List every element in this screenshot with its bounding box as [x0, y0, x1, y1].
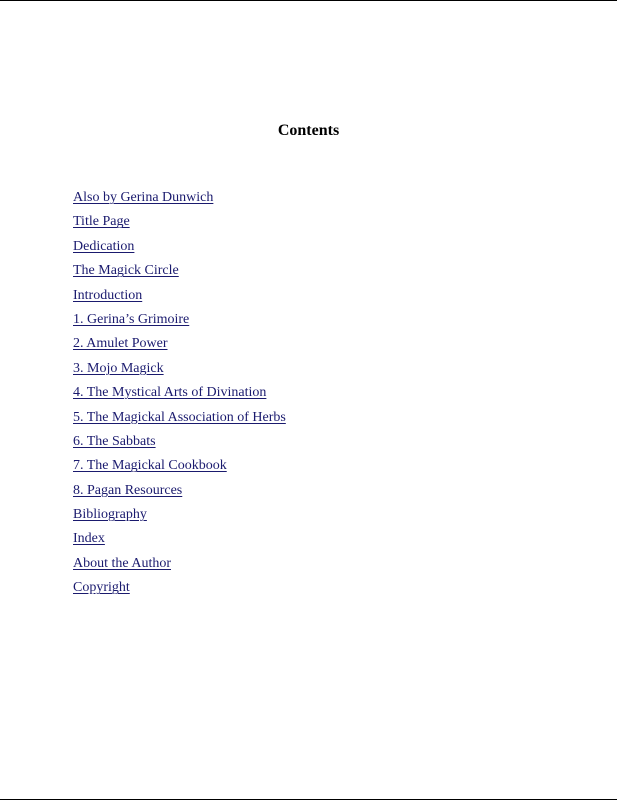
toc-item	[73, 504, 286, 528]
toc-item	[73, 333, 286, 357]
toc-item	[73, 260, 286, 284]
toc-item	[73, 553, 286, 577]
toc-link-title-page[interactable]: Title Page	[73, 214, 130, 230]
toc-link-introduction[interactable]: Introduction	[73, 287, 143, 303]
toc-link-chapter-1[interactable]: 1. Gerina’s Grimoire	[73, 311, 190, 327]
toc-item	[73, 431, 286, 455]
toc-link-chapter-6[interactable]: 6. The Sabbats	[73, 433, 156, 449]
toc-link-chapter-7[interactable]: 7. The Magickal Cookbook	[73, 458, 227, 474]
toc-link-chapter-4[interactable]: 4. The Mystical Arts of Divination	[73, 385, 267, 401]
toc-item	[73, 528, 286, 552]
table-of-contents	[73, 187, 286, 602]
toc-item	[73, 236, 286, 260]
toc-link-chapter-3[interactable]: 3. Mojo Magick	[73, 360, 164, 376]
toc-item	[73, 577, 286, 601]
toc-link-dedication[interactable]: Dedication	[73, 238, 135, 254]
toc-item	[73, 358, 286, 382]
toc-item	[73, 187, 286, 211]
toc-item	[73, 309, 286, 333]
toc-link-chapter-8[interactable]: 8. Pagan Resources	[73, 482, 183, 498]
toc-item	[73, 382, 286, 406]
toc-link-magick-circle[interactable]: The Magick Circle	[73, 263, 179, 279]
toc-link-chapter-2[interactable]: 2. Amulet Power	[73, 336, 168, 352]
toc-link-about-author[interactable]: About the Author	[73, 555, 171, 571]
toc-item	[73, 211, 286, 235]
toc-link-chapter-5[interactable]: 5. The Magickal Association of Herbs	[73, 409, 286, 425]
toc-link-copyright[interactable]: Copyright	[73, 580, 130, 596]
toc-link-bibliography[interactable]: Bibliography	[73, 507, 147, 523]
toc-link-index[interactable]: Index	[73, 531, 105, 547]
contents-title: Contents	[277, 122, 340, 139]
toc-item	[73, 455, 286, 479]
toc-item	[73, 480, 286, 504]
toc-item	[73, 407, 286, 431]
toc-link-also-by[interactable]: Also by Gerina Dunwich	[73, 190, 214, 205]
toc-item	[73, 285, 286, 309]
